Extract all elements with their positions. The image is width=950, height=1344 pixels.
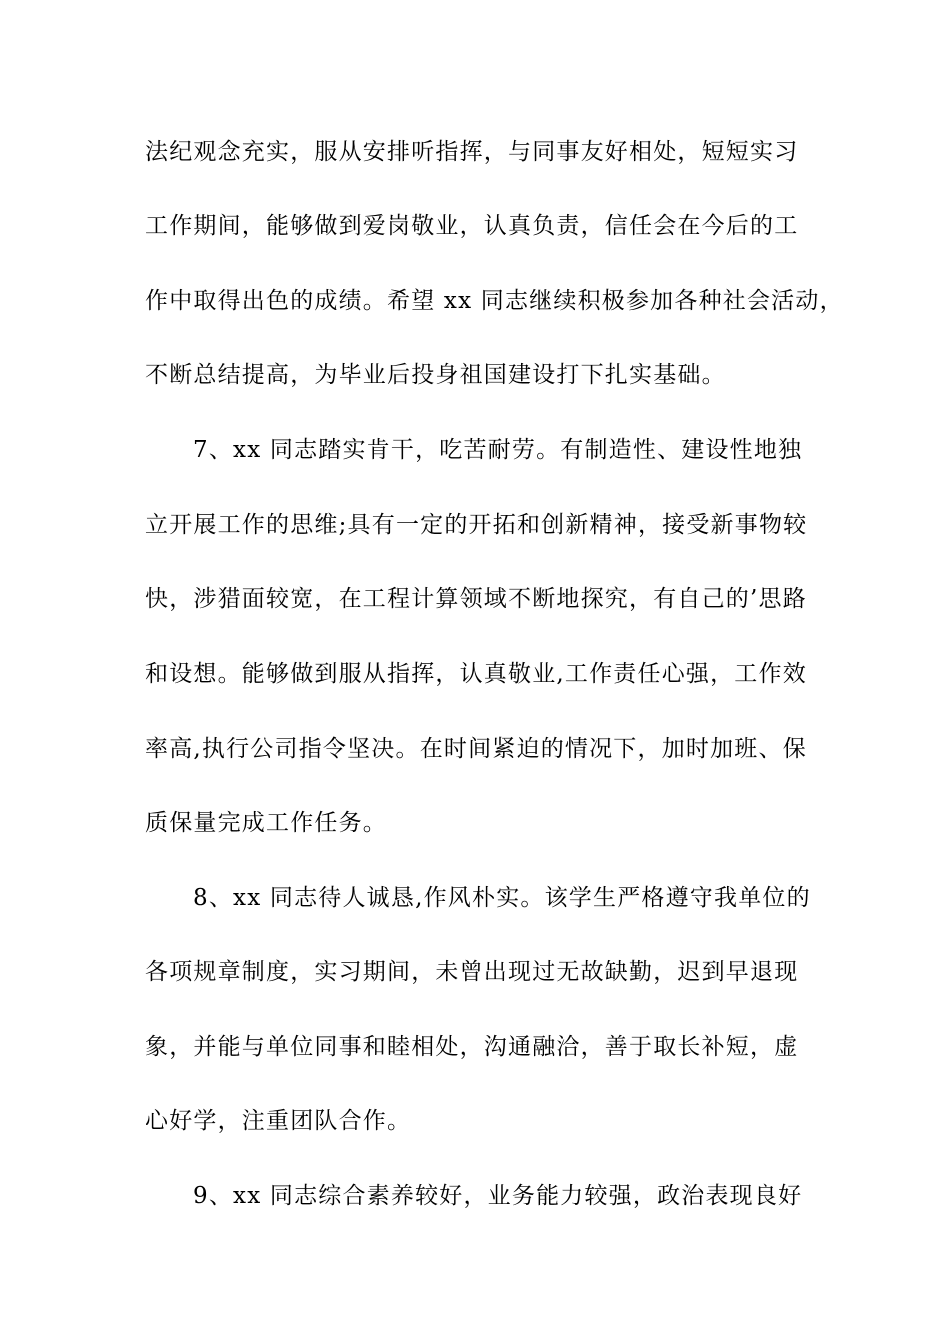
text-line: 快，涉猎面较宽，在工程计算领域不断地探究，有自己的’思路 <box>145 586 807 612</box>
paragraph-9-start: 9、xx 同志综合素养较好，业务能力较强，政治表现良好 <box>193 1183 803 1209</box>
text-line: 立开展工作的思维;具有一定的开拓和创新精神，接受新事物较 <box>145 512 808 538</box>
paragraph-8-start: 8、xx 同志待人诚恳,作风朴实。该学生严格遵守我单位的 <box>193 885 811 911</box>
text-line: 工作期间，能够做到爱岗敬业，认真负责，信任会在今后的工 <box>145 213 799 239</box>
text-line: 和设想。能够做到服从指挥，认真敬业,工作责任心强，工作效 <box>145 661 807 687</box>
text-line: 不断总结提高，为毕业后投身祖国建设打下扎实基础。 <box>145 362 726 388</box>
text-line: 象，并能与单位同事和睦相处，沟通融洽，善于取长补短，虚 <box>145 1034 799 1060</box>
paragraph-7-start: 7、xx 同志踏实肯干，吃苦耐劳。有制造性、建设性地独 <box>193 437 803 463</box>
text-line: 心好学，注重团队合作。 <box>145 1108 412 1134</box>
text-line: 质保量完成工作任务。 <box>145 810 387 836</box>
text-line: 法纪观念充实，服从安排听指挥，与同事友好相处，短短实习 <box>145 139 799 165</box>
text-line: 各项规章制度，实习期间，未曾出现过无故缺勤，迟到早退现 <box>145 959 799 985</box>
text-line: 作中取得出色的成绩。希望 xx 同志继续积极参加各种社会活动， <box>145 288 844 314</box>
text-line: 率高,执行公司指令坚决。在时间紧迫的情况下，加时加班、保 <box>145 736 807 762</box>
